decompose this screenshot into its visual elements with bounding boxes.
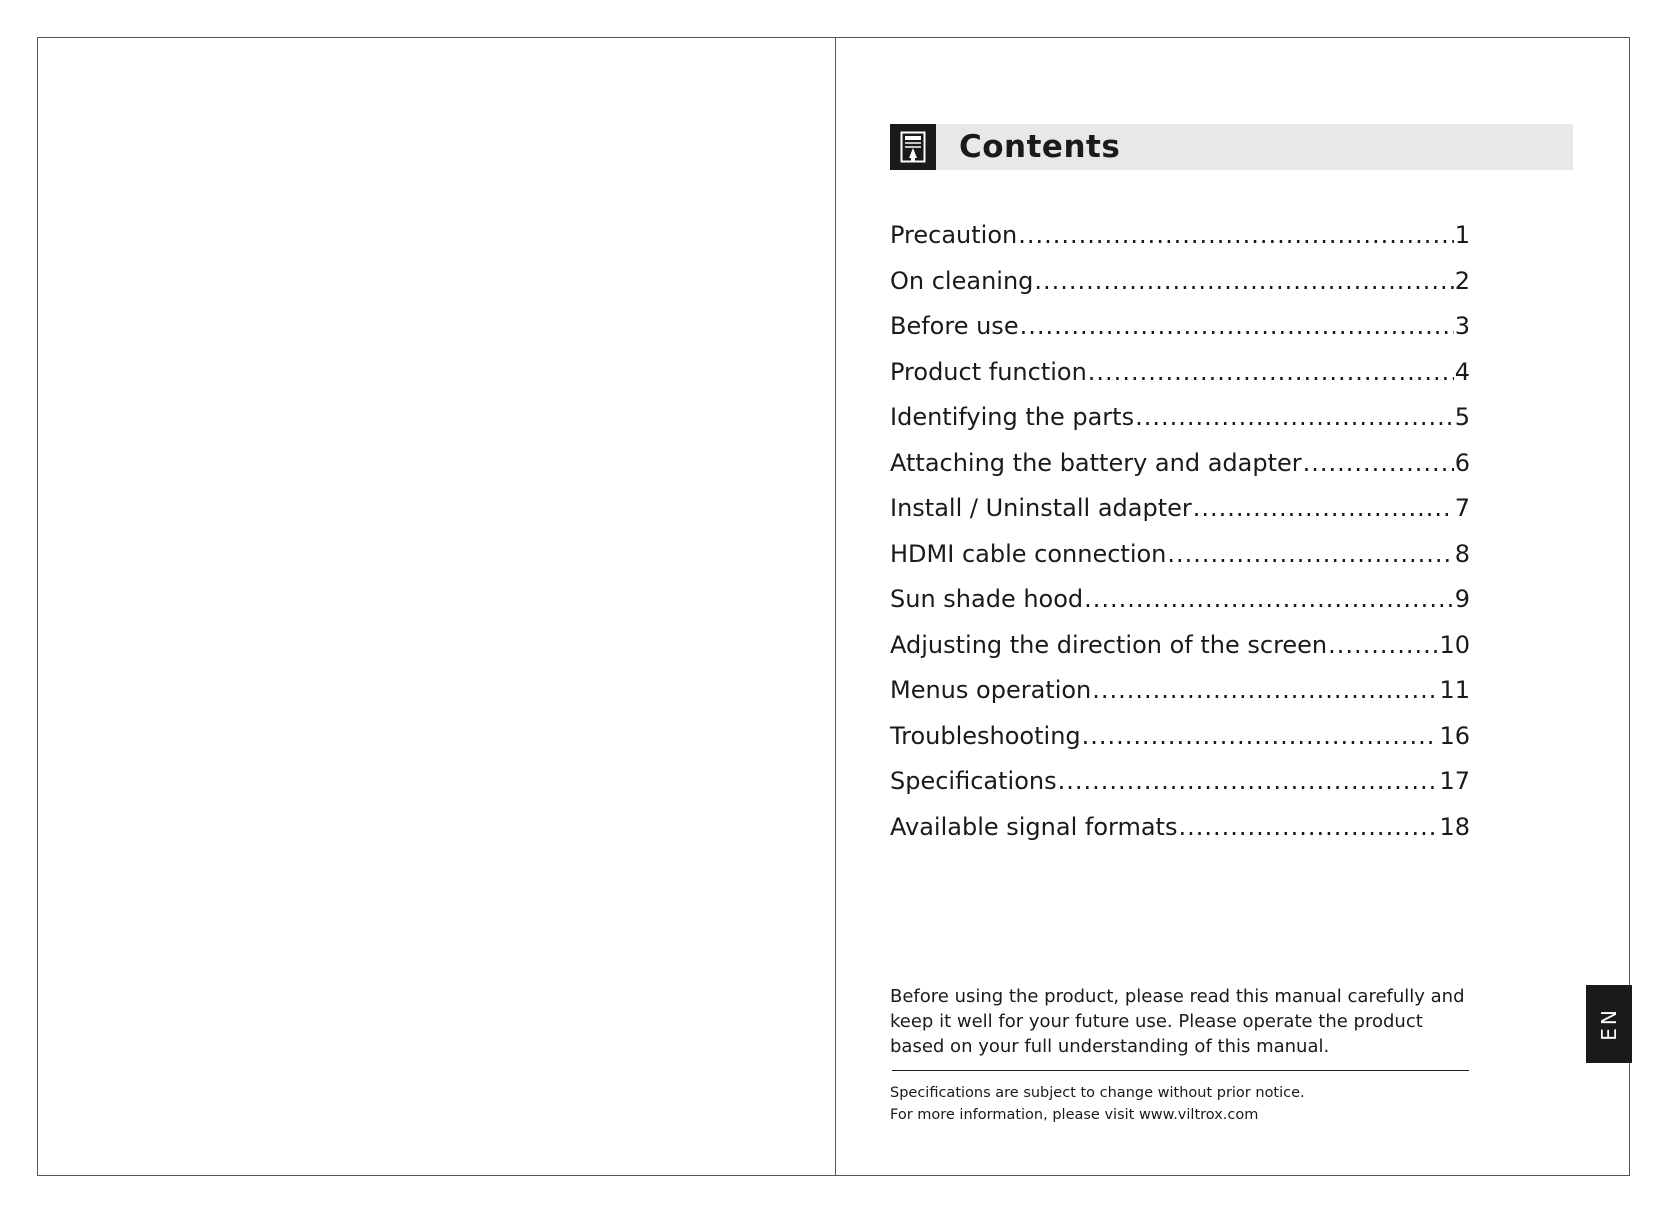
toc-leader-dots [1193, 494, 1454, 522]
toc-entry [890, 494, 1470, 540]
toc-entry-page: 6 [1454, 448, 1470, 477]
left-page-blank [38, 38, 835, 1175]
fine-print [890, 1082, 1490, 1126]
toc-entry [890, 267, 1470, 313]
toc-entry [890, 221, 1470, 267]
toc-entry-title: HDMI cable connection [890, 539, 1167, 568]
toc-entry-title: Precaution [890, 221, 1018, 249]
toc-entry-title: Troubleshooting [890, 721, 1081, 750]
toc-entry [890, 403, 1470, 449]
toc-entry-page: 11 [1439, 676, 1470, 704]
toc-entry-page: 10 [1439, 630, 1470, 659]
more-info-notice: For more information, please visit www.viltrox.com [890, 1107, 1259, 1123]
toc-leader-dots [1020, 312, 1454, 340]
toc-entry-title: Menus operation [890, 676, 1092, 704]
language-tab [1586, 985, 1632, 1063]
toc-entry-title: Before use [890, 312, 1019, 340]
toc-entry-page: 2 [1454, 266, 1470, 295]
toc-leader-dots [1092, 676, 1438, 704]
toc-entry-title: Specifications [890, 767, 1057, 795]
toc-entry-title: Product function [890, 357, 1087, 386]
table-of-contents [890, 221, 1470, 858]
toc-entry-page: 18 [1439, 812, 1470, 841]
toc-entry [890, 767, 1470, 813]
toc-entry [890, 540, 1470, 586]
toc-leader-dots [1034, 267, 1453, 295]
toc-entry-title: Identifying the parts [890, 403, 1135, 431]
toc-entry [890, 722, 1470, 768]
toc-entry [890, 676, 1470, 722]
toc-entry [890, 449, 1470, 495]
language-tab-label: EN [1597, 1007, 1621, 1041]
manual-spread [37, 37, 1630, 1176]
toc-entry [890, 312, 1470, 358]
toc-entry-title: Sun shade hood [890, 585, 1084, 613]
toc-entry-page: 1 [1454, 221, 1470, 249]
toc-leader-dots [1088, 358, 1454, 386]
toc-leader-dots [1058, 767, 1439, 795]
contents-title: Contents [959, 129, 1121, 165]
toc-leader-dots [1084, 585, 1454, 613]
toc-leader-dots [1135, 403, 1454, 431]
toc-entry-page: 8 [1454, 539, 1470, 568]
notice-divider [892, 1070, 1469, 1071]
toc-leader-dots [1303, 449, 1454, 477]
toc-entry [890, 585, 1470, 631]
toc-leader-dots [1082, 722, 1439, 750]
right-page [836, 38, 1631, 1175]
toc-leader-dots [1167, 540, 1453, 568]
toc-entry-page: 16 [1439, 721, 1470, 750]
toc-entry-page: 17 [1439, 767, 1470, 795]
toc-entry-page: 3 [1454, 312, 1470, 340]
toc-entry [890, 813, 1470, 859]
toc-entry-title: Install / Uninstall adapter [890, 494, 1192, 522]
toc-entry-title: Adjusting the direction of the screen [890, 630, 1328, 659]
toc-entry-title: Available signal formats [890, 812, 1178, 841]
toc-entry-page: 4 [1454, 357, 1470, 386]
toc-entry [890, 358, 1470, 404]
contents-header [890, 124, 1573, 170]
toc-entry-page: 9 [1454, 585, 1470, 613]
toc-entry-page: 7 [1454, 494, 1470, 522]
spec-change-notice: Specifications are subject to change without prior notice. [890, 1085, 1305, 1101]
manual-book-icon [890, 124, 936, 170]
toc-leader-dots [1018, 221, 1453, 249]
toc-leader-dots [1178, 813, 1438, 841]
toc-entry [890, 631, 1470, 677]
toc-entry-title: Attaching the battery and adapter [890, 448, 1302, 477]
toc-entry-page: 5 [1454, 403, 1470, 431]
read-manual-notice: Before using the product, please read this manual carefully and keep it well for your future use. Please operate the product based on your full understanding of this manual. [890, 986, 1465, 1057]
toc-leader-dots [1328, 631, 1438, 659]
toc-entry-title: On cleaning [890, 266, 1034, 295]
